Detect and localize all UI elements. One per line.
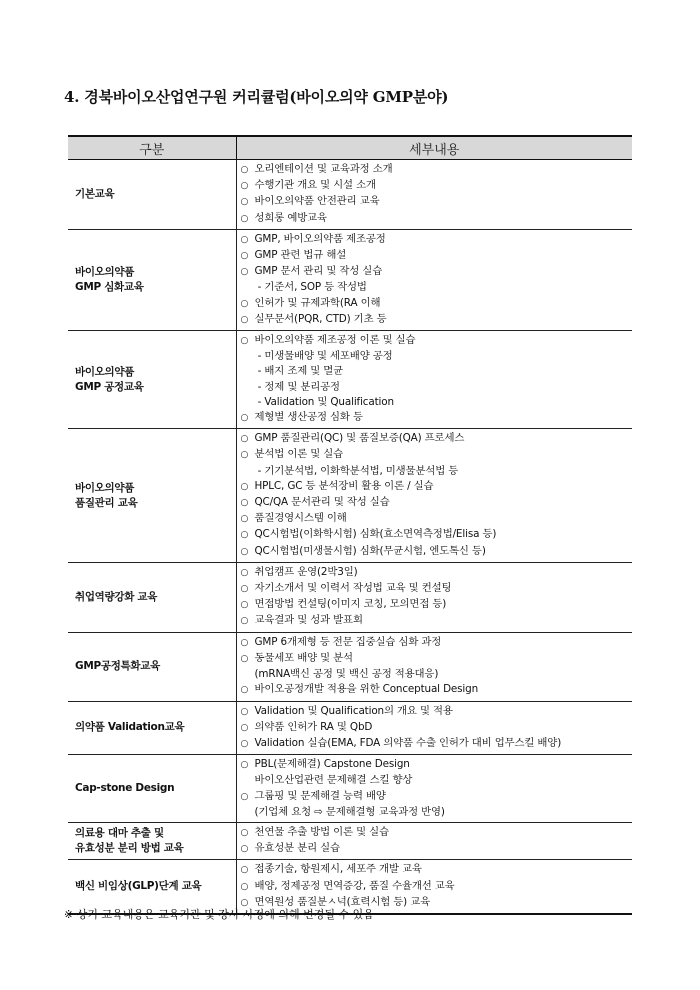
row-details	[236, 701, 632, 755]
detail-line	[241, 773, 633, 788]
bullet-icon: ○	[240, 600, 249, 611]
bullet-icon: ○	[240, 706, 249, 717]
detail-text: 오리엔테이션 및 교육과정 소개	[254, 163, 393, 175]
row-details	[236, 755, 632, 823]
detail-line	[241, 757, 633, 773]
detail-line	[241, 464, 633, 479]
detail-line	[241, 581, 633, 597]
detail-line	[241, 349, 633, 364]
detail-line	[241, 720, 633, 736]
table-row	[68, 701, 632, 755]
detail-line	[241, 527, 633, 543]
category-line: 의약품 Validation교육	[75, 721, 185, 734]
detail-text: QC/QA 문서관리 및 작성 실습	[254, 496, 390, 509]
detail-line	[241, 211, 633, 227]
row-details	[236, 160, 632, 230]
detail-line	[241, 597, 633, 613]
bullet-icon: ○	[240, 653, 249, 664]
bullet-icon: ○	[240, 434, 249, 445]
row-details	[236, 331, 632, 429]
bullet-icon: ○	[240, 251, 249, 262]
category-line: 품질관리 교육	[75, 496, 138, 509]
detail-text: GMP 6개제형 등 전문 집중실습 심화 과정	[254, 635, 442, 648]
bullet-icon: ○	[240, 530, 249, 541]
detail-line	[241, 789, 633, 805]
bullet-icon: ○	[240, 267, 249, 278]
curriculum-table	[68, 135, 632, 915]
row-category	[68, 229, 236, 330]
bullet-icon: ○	[240, 413, 249, 424]
detail-line	[241, 431, 633, 447]
detail-text: GMP 문서 관리 및 작성 실습	[254, 265, 383, 278]
bullet-icon: ○	[240, 514, 249, 525]
table-row	[68, 632, 632, 701]
row-category	[68, 822, 236, 859]
bullet-icon: ○	[240, 637, 249, 648]
detail-text: 바이오산업관련 문제해결 스킬 향상	[254, 774, 413, 787]
detail-text: - 정제 및 분리공정	[254, 380, 340, 393]
header-details: 세부내용	[236, 136, 632, 160]
bullet-icon: ○	[240, 865, 249, 876]
row-category	[68, 160, 236, 230]
table-header-row	[68, 136, 632, 160]
detail-line	[241, 479, 633, 495]
row-category	[68, 331, 236, 429]
bullet-icon: ○	[240, 298, 249, 309]
detail-line	[241, 447, 633, 463]
detail-text: 바이오의약품 안전관리 교육	[254, 195, 380, 208]
category-line: GMP 심화교육	[75, 280, 144, 293]
category-line: 바이오의약품	[75, 365, 135, 378]
bullet-icon: ○	[240, 827, 249, 838]
row-category	[68, 701, 236, 755]
detail-line	[241, 511, 633, 527]
table-row	[68, 160, 632, 230]
detail-line	[241, 495, 633, 511]
detail-line	[241, 280, 633, 295]
detail-text: - 기준서, SOP 등 작성법	[254, 281, 367, 294]
bullet-icon: ○	[240, 584, 249, 595]
detail-text: 성희롱 예방교육	[254, 211, 327, 224]
detail-text: 자기소개서 및 이력서 작성법 교육 및 컨설팅	[254, 582, 452, 595]
detail-text: (mRNA백신 공정 및 백신 공정 적용대응)	[254, 668, 439, 681]
bullet-icon: ○	[240, 567, 249, 578]
detail-text: QC시험법(이화학시험) 심화(효소면역측정법/Elisa 등)	[254, 528, 497, 541]
row-details	[236, 822, 632, 859]
detail-line	[241, 613, 633, 629]
bullet-icon: ○	[240, 314, 249, 325]
detail-line	[241, 565, 633, 581]
row-details	[236, 229, 632, 330]
category-line: 백신 비임상(GLP)단계 교육	[75, 880, 202, 893]
table-body	[68, 160, 632, 914]
bullet-icon: ○	[240, 213, 249, 224]
detail-text: GMP, 바이오의약품 제조공정	[254, 232, 386, 245]
detail-text: GMP 관련 법규 해설	[254, 249, 347, 262]
detail-text: 접종기술, 항원제시, 세포주 개발 교육	[254, 863, 422, 876]
table-row	[68, 755, 632, 823]
detail-line	[241, 825, 633, 841]
detail-text: 실무문서(PQR, CTD) 기초 등	[254, 312, 387, 325]
row-category	[68, 632, 236, 701]
detail-text: PBL(문제해결) Capstone Design	[254, 758, 410, 771]
detail-text: 그룹핑 및 문제해결 능력 배양	[254, 789, 386, 802]
detail-line	[241, 651, 633, 667]
detail-text: - 배지 조제 및 멸균	[254, 365, 344, 378]
detail-line	[241, 667, 633, 682]
detail-text: 인허가 및 규제과학(RA 이해	[254, 296, 381, 309]
category-line: 기본교육	[75, 187, 115, 200]
detail-text: 천연물 추출 방법 이론 및 실습	[254, 825, 389, 838]
detail-line	[241, 312, 633, 328]
detail-line	[241, 395, 633, 410]
detail-line	[241, 296, 633, 312]
bullet-icon: ○	[240, 546, 249, 557]
detail-line	[241, 704, 633, 720]
bullet-icon: ○	[240, 738, 249, 749]
category-line: 의료용 대마 추출 및	[75, 827, 164, 840]
detail-text: 의약품 인허가 RA 및 QbD	[254, 720, 373, 733]
footnote: ※ 상기 교육내용은 교육기관 및 강사 사정에 의해 변경될 수 있음	[64, 908, 374, 921]
bullet-icon: ○	[240, 165, 249, 175]
table-row	[68, 822, 632, 859]
bullet-icon: ○	[240, 844, 249, 855]
detail-line	[241, 805, 633, 820]
detail-text: - 기기분석법, 이화학분석법, 미생물분석법 등	[254, 464, 459, 477]
bullet-icon: ○	[240, 760, 249, 771]
bullet-icon: ○	[240, 791, 249, 802]
bullet-icon: ○	[240, 881, 249, 892]
category-line: 바이오의약품	[75, 265, 135, 278]
bullet-icon: ○	[240, 685, 249, 696]
detail-text: GMP 품질관리(QC) 및 품질보증(QA) 프로세스	[254, 432, 465, 445]
detail-text: Validation 및 Qualification의 개요 및 적용	[254, 704, 453, 717]
header-category: 구분	[68, 136, 236, 160]
category-line: GMP공정특화교육	[75, 660, 160, 673]
detail-line	[241, 232, 633, 248]
detail-line	[241, 380, 633, 395]
detail-line	[241, 736, 633, 752]
row-category	[68, 429, 236, 563]
detail-line	[241, 410, 633, 426]
table-row	[68, 229, 632, 330]
detail-text: 수행기관 개요 및 시설 소개	[254, 179, 376, 192]
bullet-icon: ○	[240, 450, 249, 461]
detail-text: - Validation 및 Qualification	[254, 395, 394, 408]
bullet-icon: ○	[240, 481, 249, 492]
bullet-icon: ○	[240, 722, 249, 733]
detail-text: 제형별 생산공정 심화 등	[254, 411, 363, 424]
detail-text: 품질경영시스템 이해	[254, 512, 347, 525]
category-line: 유효성분 분리 방법 교육	[75, 842, 184, 855]
bullet-icon: ○	[240, 234, 249, 245]
bullet-icon: ○	[240, 498, 249, 509]
detail-text: 교육결과 및 성과 발표회	[254, 614, 363, 627]
category-line: 취업역량강화 교육	[75, 590, 158, 603]
detail-line	[241, 635, 633, 651]
detail-text: 분석법 이론 및 실습	[254, 448, 344, 461]
detail-line	[241, 333, 633, 349]
row-details	[236, 632, 632, 701]
detail-line	[241, 248, 633, 264]
detail-text: 면역원성 품질분ㅅ넉(효력시험 등) 교육	[254, 895, 430, 908]
detail-line	[241, 682, 633, 698]
bullet-icon: ○	[240, 616, 249, 627]
detail-line	[241, 264, 633, 280]
detail-line	[241, 544, 633, 560]
row-details	[236, 562, 632, 632]
detail-text: HPLC, GC 등 분석장비 활용 이론 / 실습	[254, 479, 434, 492]
page-title: 4. 경북바이오산업연구원 커리큘럼(바이오의약 GMP분야)	[64, 88, 449, 106]
detail-text: 바이오공정개발 적용을 위한 Conceptual Design	[254, 683, 479, 696]
detail-text: (기업체 요청 ⇨ 문제해결형 교육과정 반영)	[254, 805, 445, 818]
row-category	[68, 755, 236, 823]
detail-text: 취업캠프 운영(2박3일)	[254, 565, 358, 578]
detail-line	[241, 862, 633, 878]
detail-text: - 미생물배양 및 세포배양 공정	[254, 350, 393, 363]
detail-line	[241, 841, 633, 857]
table-row	[68, 429, 632, 563]
detail-text: 바이오의약품 제조공정 이론 및 실습	[254, 334, 416, 347]
table-row	[68, 331, 632, 429]
detail-text: QC시험법(미생물시험) 심화(무균시험, 엔도톡신 등)	[254, 544, 486, 557]
table-row	[68, 562, 632, 632]
row-category	[68, 562, 236, 632]
category-line: Cap-stone Design	[75, 782, 175, 795]
detail-line	[241, 162, 633, 178]
category-line: 바이오의약품	[75, 481, 135, 494]
bullet-icon: ○	[240, 336, 249, 347]
detail-text: 면접방법 컨설팅(이미지 코칭, 모의면접 등)	[254, 598, 447, 611]
detail-line	[241, 364, 633, 379]
detail-line	[241, 194, 633, 210]
bullet-icon: ○	[240, 897, 249, 908]
detail-text: 유효성분 분리 실습	[254, 842, 340, 855]
detail-line	[241, 178, 633, 194]
row-details	[236, 429, 632, 563]
bullet-icon: ○	[240, 197, 249, 208]
bullet-icon: ○	[240, 181, 249, 192]
detail-text: Validation 실습(EMA, FDA 의약품 수출 인허가 대비 업무스킬 배양)	[254, 736, 562, 749]
detail-text: 동물세포 배양 및 분석	[254, 651, 353, 664]
category-line: GMP 공정교육	[75, 380, 144, 393]
detail-line	[241, 879, 633, 895]
detail-text: 배양, 정제공정 면역증강, 품질 수율개선 교육	[254, 879, 455, 892]
